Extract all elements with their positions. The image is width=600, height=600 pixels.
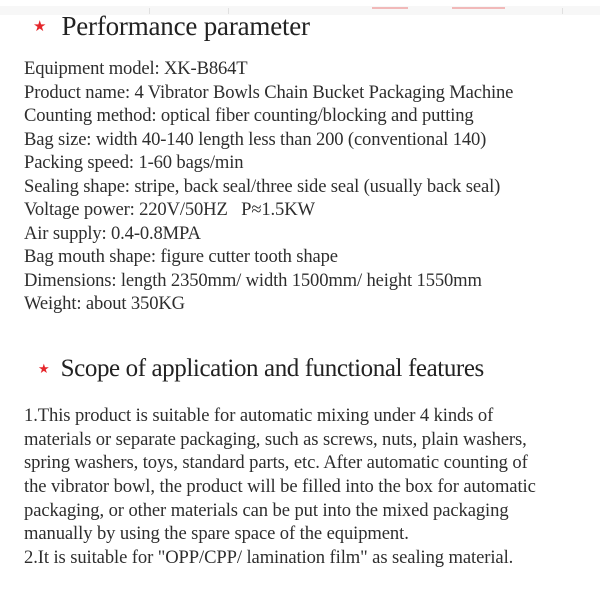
scope-line: packaging, or other materials can be put into the mixed packaging [24, 499, 509, 521]
param-air-supply: Air supply: 0.4-0.8MPA [24, 222, 201, 244]
param-voltage-power: Voltage power: 220V/50HZ P≈1.5KW [24, 199, 315, 220]
scope-line: 1.This product is suitable for automatic mixing under 4 kinds of [24, 405, 494, 426]
performance-param-list [24, 57, 513, 316]
param-weight: Weight: about 350KG [24, 293, 185, 314]
param-counting-method: Counting method: optical fiber counting/blocking and putting [24, 105, 474, 126]
param-product-name: Product name: 4 Vibrator Bowls Chain Bucket Packaging Machine [24, 81, 514, 103]
strip-accent-segment [452, 7, 505, 9]
strip-separator [562, 8, 563, 14]
scope-line: 2.It is suitable for "OPP/CPP/ lamination film" as sealing material. [24, 547, 514, 569]
star-icon: ★ [33, 17, 47, 35]
param-packing-speed: Packing speed: 1-60 bags/min [24, 152, 244, 173]
scope-title: Scope of application and functional features [60, 355, 484, 382]
param-dimensions: Dimensions: length 2350mm/ width 1500mm/ height 1550mm [24, 269, 482, 291]
scope-line: spring washers, toys, standard parts, etc. After automatic counting of [24, 452, 528, 474]
param-equipment-model: Equipment model: XK-B864T [24, 58, 248, 79]
scope-line: materials or separate packaging, such as screws, nuts, plain washers, [24, 428, 527, 450]
param-bag-mouth-shape: Bag mouth shape: figure cutter tooth shape [24, 246, 338, 267]
scope-line: manually by using the spare space of the equipment. [24, 523, 409, 545]
performance-title: Performance parameter [61, 11, 310, 41]
strip-accent-segment [372, 7, 408, 9]
param-bag-size: Bag size: width 40-140 length less than 200 (conventional 140) [24, 128, 487, 150]
scope-line: the vibrator bowl, the product will be filled into the box for automatic [24, 476, 536, 498]
param-sealing-shape: Sealing shape: stripe, back seal/three side seal (usually back seal) [24, 175, 501, 197]
scope-heading [38, 355, 484, 383]
star-icon: ★ [38, 361, 50, 377]
scope-description [24, 404, 584, 570]
performance-heading [33, 11, 310, 42]
